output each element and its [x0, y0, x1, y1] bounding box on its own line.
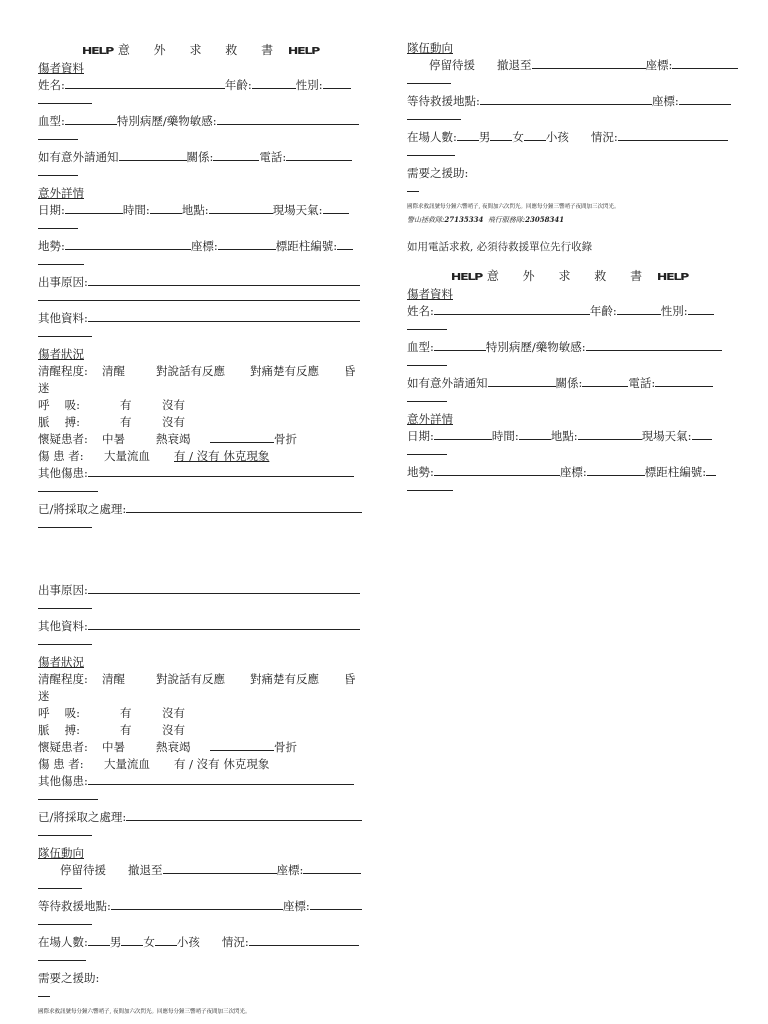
sex-label: 性別:	[295, 78, 323, 92]
date-field[interactable]	[65, 202, 123, 214]
wait-place-row-2	[38, 898, 363, 915]
other-injury-row	[38, 465, 363, 482]
relation-label: 關係:	[186, 150, 214, 164]
wait-coords-field-2-cont[interactable]	[38, 915, 92, 925]
breath-row	[38, 397, 363, 414]
form-title-2	[407, 268, 732, 284]
people-label: 在場人數:	[407, 130, 457, 144]
notify-label: 如有意外請通知	[38, 150, 119, 164]
blood-row-2	[407, 339, 732, 356]
other-info-row	[38, 310, 363, 327]
marker-label-2: 標距柱編號:	[644, 465, 707, 479]
conscious-wrap-2: 迷	[38, 689, 50, 703]
retreat-field[interactable]	[532, 57, 646, 69]
need-field-2[interactable]	[38, 987, 50, 997]
suspect-label: 懷疑患者:	[38, 432, 88, 446]
action-label-2: 已/將採取之處理:	[38, 810, 127, 824]
wait-place-row	[407, 93, 732, 110]
conscious-wrap: 迷	[38, 381, 50, 395]
age-field[interactable]	[252, 77, 296, 89]
conscious-opt-alert-2[interactable]: 清醒	[102, 672, 125, 686]
signal-note: 國際求救訊號每分鐘六響哨子, 夜間加六次閃光。回應每分鐘三響哨子夜間加三次閃光。	[407, 204, 620, 210]
wait-coords-label: 座標:	[651, 94, 679, 108]
suspect-exhaustion-2[interactable]: 熱衰竭	[156, 740, 191, 754]
flight-label: 飛行服務隊:	[487, 216, 526, 224]
rescue-numbers	[407, 213, 732, 227]
pulse-yes-2[interactable]: 有	[120, 723, 132, 737]
situation-label: 情況:	[590, 130, 618, 144]
suspect-heatstroke-2[interactable]: 中暑	[102, 740, 125, 754]
other-injury-field-cont[interactable]	[38, 482, 98, 492]
place-label-2: 地點:	[550, 429, 578, 443]
terrain-label-2: 地勢:	[407, 465, 434, 479]
other-injury-label-2: 其他傷患:	[38, 774, 88, 788]
marker-label: 標距柱編號:	[275, 239, 338, 253]
stay-opt[interactable]: 停留待援	[429, 58, 475, 72]
action-field[interactable]	[126, 501, 362, 513]
signal-note-2: 國際求救訊號每分鐘六響哨子, 夜間加六次閃光。回應每分鐘三響哨子夜間加三次閃光。	[38, 1009, 251, 1015]
team-row	[407, 57, 732, 74]
need-field[interactable]	[407, 182, 419, 192]
notify-label-2: 如有意外請通知	[407, 376, 488, 390]
male-field-2[interactable]	[88, 934, 110, 946]
place-label: 地點:	[181, 203, 209, 217]
date-field-2[interactable]	[434, 428, 492, 440]
need-row: 需要之援助:	[407, 166, 469, 180]
relation-label-2: 關係:	[555, 376, 583, 390]
pulse-row-2	[38, 722, 363, 739]
weather-field-2-cont[interactable]	[407, 445, 447, 455]
history-field[interactable]	[217, 113, 359, 125]
team-coords-field[interactable]	[672, 57, 738, 69]
pulse-label: 脈 搏:	[38, 415, 81, 429]
date-label: 日期:	[38, 203, 65, 217]
other-injury-field-2-cont[interactable]	[38, 790, 98, 800]
retreat-label-2: 撤退至	[128, 863, 163, 877]
other-injury-field-2[interactable]	[88, 773, 354, 785]
age-field-2[interactable]	[617, 303, 661, 315]
terrain-field-2[interactable]	[434, 464, 560, 476]
help-logo-left: HELP	[81, 46, 113, 57]
conscious-opt-pain[interactable]: 對痛楚有反應	[250, 364, 319, 378]
action-label: 已/將採取之處理:	[38, 502, 127, 516]
blood-label: 血型:	[38, 114, 65, 128]
pulse-no-2[interactable]: 沒有	[162, 723, 185, 737]
child-field-2[interactable]	[155, 934, 177, 946]
child-field[interactable]	[524, 129, 546, 141]
phone-field-2-cont[interactable]	[407, 392, 447, 402]
terrain-row	[38, 238, 363, 255]
phone-field-2[interactable]	[655, 375, 713, 387]
need-row-2: 需要之援助:	[38, 971, 100, 985]
weather-label: 現場天氣:	[272, 203, 323, 217]
wait-place-label: 等待救援地點:	[407, 94, 480, 108]
date-row-2	[407, 428, 732, 445]
form-copy-2-cont	[38, 582, 363, 1018]
section-team-2: 隊伍動向	[38, 846, 84, 860]
coords-field-2[interactable]	[587, 464, 645, 476]
cause-field-2-cont[interactable]	[38, 599, 92, 609]
team-coords-field-cont[interactable]	[407, 74, 451, 84]
section-condition: 傷者狀況	[38, 347, 84, 361]
fracture-field-2[interactable]	[210, 739, 274, 751]
section-incident-2: 意外詳情	[407, 412, 453, 426]
phone-label-2: 電話:	[628, 376, 656, 390]
situation-field-2[interactable]	[249, 934, 359, 946]
other-info-field[interactable]	[88, 310, 360, 322]
help-logo-right-2: HELP	[657, 272, 689, 283]
coords-field[interactable]	[218, 238, 276, 250]
child-label-2: 小孩	[176, 935, 200, 949]
time-field[interactable]	[150, 202, 182, 214]
team-coords-label: 座標:	[645, 58, 673, 72]
conscious-opt-coma[interactable]: 昏	[344, 364, 356, 378]
pulse-label-2: 脈 搏:	[38, 723, 81, 737]
conscious-row-2	[38, 671, 363, 688]
retreat-label: 撤退至	[497, 58, 532, 72]
weather-field[interactable]	[323, 202, 349, 214]
notify-row-2	[407, 375, 732, 392]
other-info-label-2: 其他資料:	[38, 619, 88, 633]
female-field-2[interactable]	[121, 934, 143, 946]
situation-label-2: 情況:	[221, 935, 249, 949]
name-label: 姓名:	[38, 78, 65, 92]
section-condition-2: 傷者狀況	[38, 655, 84, 669]
suspect-row-2	[38, 739, 363, 756]
wait-coords-field-cont[interactable]	[407, 110, 461, 120]
place-field-2[interactable]	[578, 428, 642, 440]
police-number: 27135334	[444, 215, 484, 224]
suspect-label-2: 懷疑患者:	[38, 740, 88, 754]
patient-label: 傷 患 者:	[38, 449, 84, 463]
people-row-2	[38, 934, 363, 951]
blood-label-2: 血型:	[407, 340, 434, 354]
name-field-2[interactable]	[434, 303, 590, 315]
breath-row-2	[38, 705, 363, 722]
age-label: 年齡:	[224, 78, 252, 92]
other-info-field-cont[interactable]	[38, 327, 92, 337]
help-logo-right: HELP	[288, 46, 320, 57]
form-title-text: 意 外 求 救 書	[117, 43, 284, 57]
team-row-2	[38, 862, 363, 879]
weather-field-cont[interactable]	[38, 219, 78, 229]
conscious-opt-voice-2[interactable]: 對說話有反應	[156, 672, 225, 686]
pulse-yes[interactable]: 有	[120, 415, 132, 429]
marker-field-2-cont[interactable]	[407, 481, 453, 491]
marker-field[interactable]	[337, 238, 353, 250]
female-field[interactable]	[490, 129, 512, 141]
form-title-text-2: 意 外 求 救 書	[486, 269, 653, 283]
time-label: 時間:	[122, 203, 150, 217]
sex-label-2: 性別:	[660, 304, 688, 318]
action-field-cont[interactable]	[38, 518, 92, 528]
people-row	[407, 129, 732, 146]
suspect-exhaustion[interactable]: 熱衰竭	[156, 432, 191, 446]
conscious-opt-coma-2[interactable]: 昏	[344, 672, 356, 686]
conscious-opt-voice[interactable]: 對說話有反應	[156, 364, 225, 378]
sex-field-cont[interactable]	[38, 94, 92, 104]
section-patient-info: 傷者資料	[38, 61, 84, 75]
breath-label: 呼 吸:	[38, 398, 81, 412]
fracture-label: 骨折	[274, 432, 297, 446]
name-field[interactable]	[65, 77, 225, 89]
conscious-opt-alert[interactable]: 清醒	[102, 364, 125, 378]
help-logo-left-2: HELP	[450, 272, 482, 283]
history-label: 特別病歷/藥物敏感:	[116, 114, 217, 128]
action-field-2-cont[interactable]	[38, 826, 92, 836]
history-field-2-cont[interactable]	[407, 356, 447, 366]
police-label: 警山拯救隊:	[407, 216, 445, 224]
phone-field-cont[interactable]	[38, 166, 78, 176]
conscious-label-2: 清醒程度:	[38, 672, 88, 686]
phone-label: 電話:	[259, 150, 287, 164]
phone-field[interactable]	[286, 149, 352, 161]
situation-field-2-cont[interactable]	[38, 951, 86, 961]
female-label: 女	[512, 130, 524, 144]
other-info-field-2[interactable]	[88, 618, 360, 630]
pulse-row	[38, 414, 363, 431]
shock-opt-2[interactable]: 有 / 沒有 休克現象	[174, 757, 270, 771]
other-injury-label: 其他傷患:	[38, 466, 88, 480]
team-coords-field-2-cont[interactable]	[38, 879, 82, 889]
notify-field-2[interactable]	[488, 375, 556, 387]
cause-row	[38, 274, 363, 291]
other-info-label: 其他資料:	[38, 311, 88, 325]
wait-coords-label-2: 座標:	[282, 899, 310, 913]
place-field[interactable]	[209, 202, 273, 214]
coords-label-2: 座標:	[559, 465, 587, 479]
breath-no[interactable]: 沒有	[162, 398, 185, 412]
terrain-label: 地勢:	[38, 239, 65, 253]
male-label: 男	[478, 130, 491, 144]
date-row	[38, 202, 363, 219]
breath-yes[interactable]: 有	[120, 398, 132, 412]
phone-note: 如用電話求救, 必須待救援單位先行收錄	[407, 241, 593, 253]
name-row	[38, 77, 363, 94]
patient-row	[38, 448, 363, 465]
sex-field[interactable]	[323, 77, 351, 89]
cause-label-2: 出事原因:	[38, 583, 88, 597]
section-patient-info-2: 傷者資料	[407, 287, 453, 301]
action-field-2[interactable]	[126, 809, 362, 821]
time-field-2[interactable]	[519, 428, 551, 440]
terrain-row-2	[407, 464, 732, 481]
marker-field-cont[interactable]	[38, 255, 84, 265]
name-label-2: 姓名:	[407, 304, 434, 318]
other-info-field-2-cont[interactable]	[38, 635, 92, 645]
name-row-2	[407, 303, 732, 320]
fracture-label-2: 骨折	[274, 740, 297, 754]
date-label-2: 日期:	[407, 429, 434, 443]
section-team: 隊伍動向	[407, 41, 453, 55]
sex-field-2-cont[interactable]	[407, 320, 447, 330]
female-label-2: 女	[143, 935, 155, 949]
other-info-row-2	[38, 618, 363, 635]
notify-field[interactable]	[119, 149, 187, 161]
patient-label-2: 傷 患 者:	[38, 757, 84, 771]
history-field-2[interactable]	[586, 339, 722, 351]
flight-number: 23058341	[525, 215, 565, 224]
situation-field-cont[interactable]	[407, 146, 455, 156]
shock-opt[interactable]: 有 / 沒有 休克現象	[174, 449, 270, 463]
people-label-2: 在場人數:	[38, 935, 88, 949]
weather-field-2[interactable]	[692, 428, 712, 440]
suspect-row	[38, 431, 363, 448]
bleeding-opt[interactable]: 大量流血	[104, 449, 150, 463]
situation-field[interactable]	[618, 129, 728, 141]
cause-row-2	[38, 582, 363, 599]
wait-place-label-2: 等待救援地點:	[38, 899, 111, 913]
cause-field-cont[interactable]	[38, 291, 360, 301]
conscious-opt-pain-2[interactable]: 對痛楚有反應	[250, 672, 319, 686]
cause-label: 出事原因:	[38, 275, 88, 289]
breath-no-2[interactable]: 沒有	[162, 706, 185, 720]
sex-field-2[interactable]	[688, 303, 714, 315]
section-incident: 意外詳情	[38, 186, 84, 200]
stay-opt-2[interactable]: 停留待援	[60, 863, 106, 877]
blood-row	[38, 113, 363, 130]
conscious-label: 清醒程度:	[38, 364, 88, 378]
history-label-2: 特別病歷/藥物敏感:	[485, 340, 586, 354]
terrain-field[interactable]	[65, 238, 191, 250]
weather-label-2: 現場天氣:	[641, 429, 692, 443]
wait-place-field-2[interactable]	[111, 898, 283, 910]
bleeding-opt-2[interactable]: 大量流血	[104, 757, 150, 771]
pulse-no[interactable]: 沒有	[162, 415, 185, 429]
relation-field-2[interactable]	[582, 375, 628, 387]
breath-label-2: 呼 吸:	[38, 706, 81, 720]
action-row-2	[38, 809, 363, 826]
suspect-heatstroke[interactable]: 中暑	[102, 432, 125, 446]
form-title	[38, 42, 363, 58]
form-copy-1-cont	[407, 40, 732, 500]
wait-coords-field[interactable]	[679, 93, 731, 105]
conscious-row	[38, 363, 363, 380]
blood-field[interactable]	[65, 113, 117, 125]
retreat-field-2[interactable]	[163, 862, 277, 874]
team-coords-field-2[interactable]	[303, 862, 361, 874]
blood-field-2[interactable]	[434, 339, 486, 351]
other-injury-field[interactable]	[88, 465, 354, 477]
notify-row	[38, 149, 363, 166]
fracture-field[interactable]	[210, 431, 274, 443]
relation-field[interactable]	[213, 149, 259, 161]
wait-coords-field-2[interactable]	[310, 898, 362, 910]
wait-place-field[interactable]	[480, 93, 652, 105]
cause-field-2[interactable]	[88, 582, 360, 594]
time-label-2: 時間:	[491, 429, 519, 443]
patient-row-2	[38, 756, 363, 773]
form-copy-1	[38, 40, 363, 537]
child-label: 小孩	[545, 130, 569, 144]
breath-yes-2[interactable]: 有	[120, 706, 132, 720]
history-field-cont[interactable]	[38, 130, 78, 140]
cause-field[interactable]	[88, 274, 360, 286]
team-coords-label-2: 座標:	[276, 863, 304, 877]
marker-field-2[interactable]	[706, 464, 716, 476]
other-injury-row-2	[38, 773, 363, 790]
age-label-2: 年齡:	[589, 304, 617, 318]
coords-label: 座標:	[190, 239, 218, 253]
action-row	[38, 501, 363, 518]
male-field[interactable]	[457, 129, 479, 141]
male-label-2: 男	[109, 935, 122, 949]
